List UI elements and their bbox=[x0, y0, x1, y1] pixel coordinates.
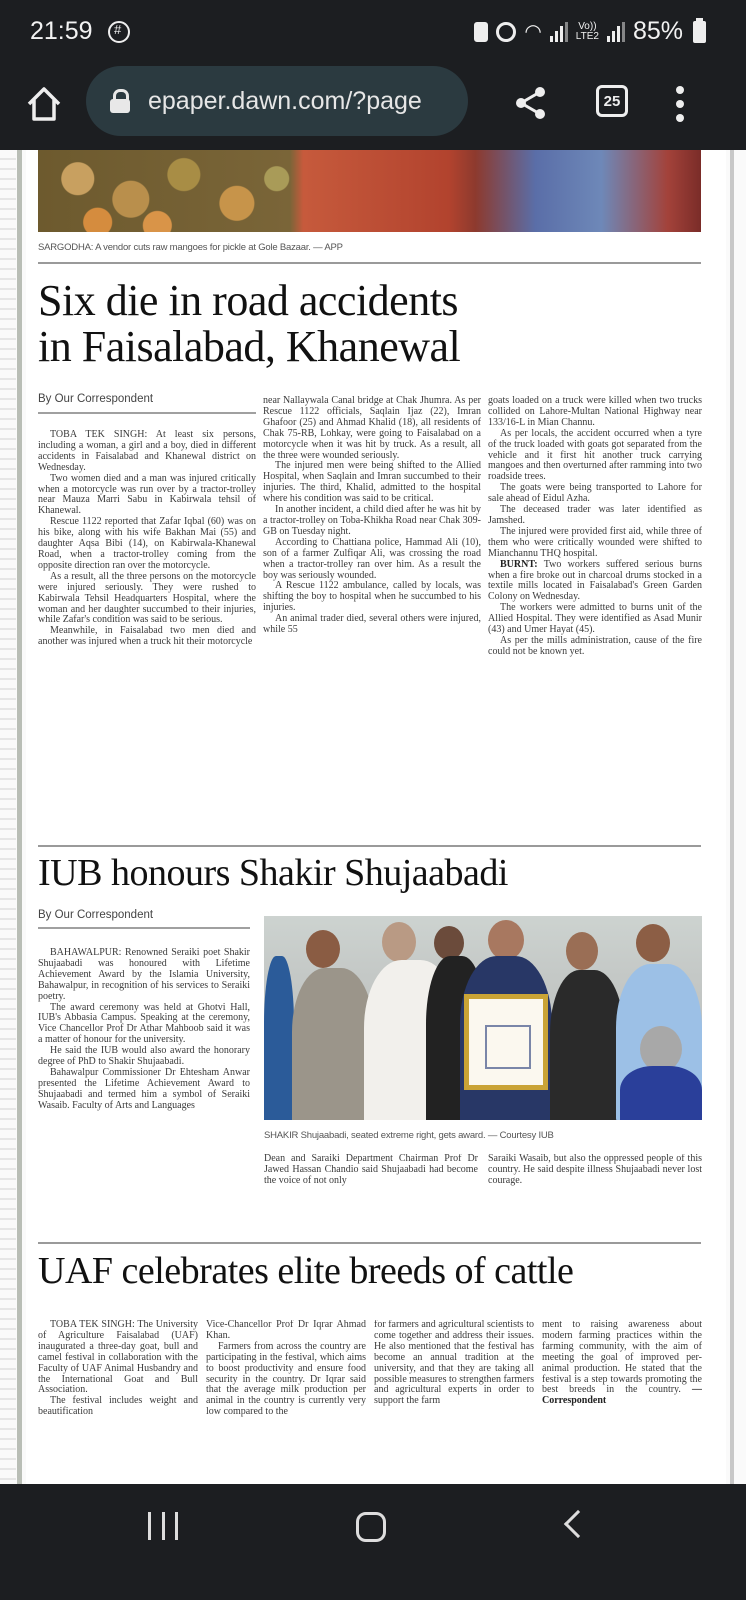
share-icon[interactable] bbox=[514, 86, 548, 120]
paragraph: In another incident, a child died after he was hit by a tractor-trolley on Toba-Khikha Road near Chak 309-GB on Tuesday night. bbox=[263, 504, 481, 537]
epaper-page[interactable] bbox=[0, 150, 746, 1484]
volte-label: Vo)) bbox=[578, 20, 597, 32]
back-icon[interactable] bbox=[564, 1510, 592, 1538]
byline-rule bbox=[38, 927, 250, 929]
article-column bbox=[374, 1320, 534, 1484]
photo-caption: SHAKIR Shujaabadi, seated extreme right, gets award. — Courtesy IUB bbox=[264, 1130, 554, 1141]
divider bbox=[38, 262, 701, 264]
divider bbox=[38, 1242, 701, 1244]
status-time: 21:59 bbox=[30, 17, 93, 45]
signal-icon bbox=[550, 22, 568, 42]
page-edge bbox=[0, 150, 16, 1484]
paragraph: Farmers from across the country are participating in the festival, which aims to boost productivity and ensure food security in the country. Dr Iqrar said that the average milk production per animal in the country is currently very low compared to the bbox=[206, 1340, 366, 1418]
home-button-icon[interactable] bbox=[356, 1512, 386, 1542]
address-bar[interactable] bbox=[86, 66, 468, 136]
byline: By Our Correspondent bbox=[38, 909, 154, 921]
paragraph bbox=[488, 560, 702, 604]
vpn-globe-icon bbox=[108, 21, 130, 43]
column-rule-right bbox=[730, 150, 734, 1484]
column-rule-left bbox=[17, 150, 22, 1484]
wifi-icon: ◠ bbox=[524, 21, 542, 43]
paragraph: As a result, all the three persons on the motorcycle were injured seriously. They were rushed to Kabirwala Tehsil Headquarters Hospital, where the woman and her daughter succumbed to their injuries, while Zafar's condition was said to be serious. bbox=[38, 570, 256, 626]
tab-count: 25 bbox=[603, 92, 621, 110]
paragraph-text: ment to raising awareness about modern farming practices within the farming community, with the aim of meeting the goal of improved per-animal production. He stated that the festival is a step towards promoting the best breeds in the country. bbox=[542, 1320, 702, 1396]
lock-icon bbox=[110, 89, 130, 113]
signoff: — Correspondent bbox=[542, 1384, 702, 1407]
article-column bbox=[38, 430, 256, 860]
status-bar bbox=[0, 0, 746, 66]
paragraph: Dean and Saraiki Department Chairman Prof Dr Jawed Hassan Chandio said Shujaabadi had become the voice of not only bbox=[264, 1154, 478, 1186]
paragraph: The workers were admitted to burns unit of the Allied Hospital. They were identified as Asad Munir (43) and Umer Hayat (45). bbox=[488, 602, 702, 636]
system-nav-bar bbox=[0, 1484, 746, 1600]
paragraph: TOBA TEK SINGH: The University of Agriculture Faisalabad (UAF) inaugurated a three-day goat, bull and camel festival in collaboration with the Faculty of UAF Animal Husbandry and the International Goat and Bull Association. bbox=[38, 1320, 198, 1396]
paragraph: He said the IUB would also award the honorary degree of PhD to Shakir Shujaabadi. bbox=[38, 1045, 250, 1068]
subhead-burnt: BURNT: bbox=[500, 558, 538, 570]
paragraph: Rescue 1122 reported that Zafar Iqbal (60) was on his bike, along with his wife Bakhan Mai (55) and daughter Aqsa Bibi (14), on Kabirwala-Khanewal Road, when a tractor-trolley coming from the opposite direction ran over the motorcycle. bbox=[38, 516, 256, 571]
paragraph: near Nallaywala Canal bridge at Chak Jhumra. As per Rescue 1122 officials, Saqlain Ijaz (22), Imran Ghafoor (25) and Ahmad Khalid (18), all residents of Chak 75-RB, Lohkay, were going to Faisalabad on a motorcycle when it was hit by truck. As a result, all the three were wounded seriously. bbox=[263, 396, 481, 461]
article-headline bbox=[38, 278, 460, 370]
paragraph: The award ceremony was held at Ghotvi Hall, IUB's Abbasia Campus. Speaking at the ceremony, Vice Chancellor Prof Dr Athar Mahboob said it was a matter of honour for the university. bbox=[38, 1001, 250, 1046]
paragraph: for farmers and agricultural scientists to come together and address their issues. He also mentioned that the festival has become an annual tradition at the university, and that they are taking all possible measures to strengthen farmers and agricultural experts in order to support the farm bbox=[374, 1320, 534, 1407]
signal-icon bbox=[607, 22, 625, 42]
article-column bbox=[38, 1320, 198, 1484]
article-column bbox=[263, 396, 481, 860]
battery-saver-icon bbox=[474, 22, 488, 42]
paragraph: Saraiki Wasaib, but also the oppressed people of this country. He said despite illness Shujaabadi never lost courage. bbox=[488, 1154, 702, 1186]
article-column bbox=[488, 1154, 702, 1234]
status-icons bbox=[474, 17, 706, 46]
paragraph: Vice-Chancellor Prof Dr Iqrar Ahmad Khan. bbox=[206, 1320, 366, 1341]
award-frame bbox=[464, 994, 548, 1090]
tab-switcher-button[interactable] bbox=[596, 85, 628, 117]
award-ceremony-photo bbox=[264, 916, 702, 1120]
article-headline: IUB honours Shakir Shujaabadi bbox=[38, 852, 508, 894]
article-column bbox=[264, 1154, 478, 1234]
article-headline: UAF celebrates elite breeds of cattle bbox=[38, 1250, 574, 1292]
paragraph: Two women died and a man was injured critically when a motorcycle was run over by a tractor-trolley near Mauza Marri Sabu in Kabirwala tehsil of Khanewal. bbox=[38, 472, 256, 517]
divider bbox=[38, 845, 701, 847]
paragraph: BAHAWALPUR: Renowned Seraiki poet Shakir Shujaabadi was honoured with Lifetime Achievement Award by the Islamia University, Bahawalpur, in recognition of his services to Seraiki poetry. bbox=[38, 948, 250, 1002]
photo-caption: SARGODHA: A vendor cuts raw mangoes for pickle at Gole Bazaar. — APP bbox=[38, 242, 343, 253]
url-text[interactable]: epaper.dawn.com/?page bbox=[148, 86, 422, 115]
paragraph-text: Two workers suffered serious burns when a fire broke out in charcoal drums stocked in a textile mills located in Faisalabad's Green Garden Colony on Wednesday. bbox=[488, 558, 702, 603]
paragraph: The injured were provided first aid, while three of them who were critically wounded were shifted to Mianchannu THQ hospital. bbox=[488, 525, 702, 559]
battery-percent: 85% bbox=[632, 17, 683, 45]
home-icon[interactable] bbox=[24, 84, 64, 124]
mango-vendor-photo bbox=[38, 150, 701, 232]
lte-label: LTE2 bbox=[575, 30, 599, 42]
headline-line: in Faisalabad, Khanewal bbox=[38, 322, 461, 371]
recent-apps-icon[interactable] bbox=[148, 1512, 178, 1542]
paragraph: The injured men were being shifted to the Allied Hospital, when Saqlain and Imran succumbed to their injuries. The third, Khalid, admitted to the hospital where his condition was said to be critical. bbox=[263, 460, 481, 505]
newspaper-sheet bbox=[26, 150, 726, 1484]
article-column bbox=[542, 1320, 702, 1484]
paragraph: Bahawalpur Commissioner Dr Ehtesham Anwar presented the Lifetime Achievement Award to Shujaabadi and termed him a symbol of Seraiki Wasaib. Faculty of Arts and Languages bbox=[38, 1066, 250, 1111]
browser-toolbar bbox=[0, 66, 746, 150]
volte-lte2-icon bbox=[576, 22, 599, 42]
article-column bbox=[488, 396, 702, 860]
paragraph: An animal trader died, several others were injured, while 55 bbox=[263, 613, 481, 636]
paragraph: As per locals, the accident occurred when a tyre of the truck loaded with goats got separated from the vehicle and it first hit another truck carrying mangoes and then overturned after ramming into two roadside trees. bbox=[488, 427, 702, 483]
battery-icon bbox=[693, 21, 706, 43]
byline: By Our Correspondent bbox=[38, 393, 154, 405]
paragraph: As per the mills administration, cause of the fire could not be known yet. bbox=[488, 634, 702, 657]
byline-rule bbox=[38, 412, 256, 414]
article-column bbox=[206, 1320, 366, 1484]
paragraph: According to Chattiana police, Hammad Ali (10), son of a farmer Zulfiqar Ali, was crossing the road when a tractor-trolley ran over him. As a result the boy was seriously wounded. bbox=[263, 536, 481, 581]
paragraph: TOBA TEK SINGH: At least six persons, including a woman, a girl and a boy, died in different accidents in Faisalabad and Khanewal district on Wednesday. bbox=[38, 430, 256, 473]
paragraph: Meanwhile, in Faisalabad two men died and another was injured when a truck hit their motorcycle bbox=[38, 625, 256, 648]
headline-line: Six die in road accidents bbox=[38, 276, 459, 325]
paragraph: The festival includes weight and beautification bbox=[38, 1395, 198, 1418]
paragraph: The goats were being transported to Lahore for sale ahead of Eidul Azha. bbox=[488, 482, 702, 505]
paragraph bbox=[542, 1320, 702, 1407]
paragraph: goats loaded on a truck were killed when two trucks collided on Lahore-Multan National Highway near 133/16-L in Mian Channu. bbox=[488, 396, 702, 428]
alarm-icon bbox=[496, 22, 516, 42]
more-options-icon[interactable] bbox=[672, 86, 688, 122]
paragraph: A Rescue 1122 ambulance, called by locals, was shifting the boy to hospital when he succumbed to his injuries. bbox=[263, 580, 481, 614]
article-column bbox=[38, 948, 250, 1234]
paragraph: The deceased trader was later identified as Jamshed. bbox=[488, 504, 702, 526]
